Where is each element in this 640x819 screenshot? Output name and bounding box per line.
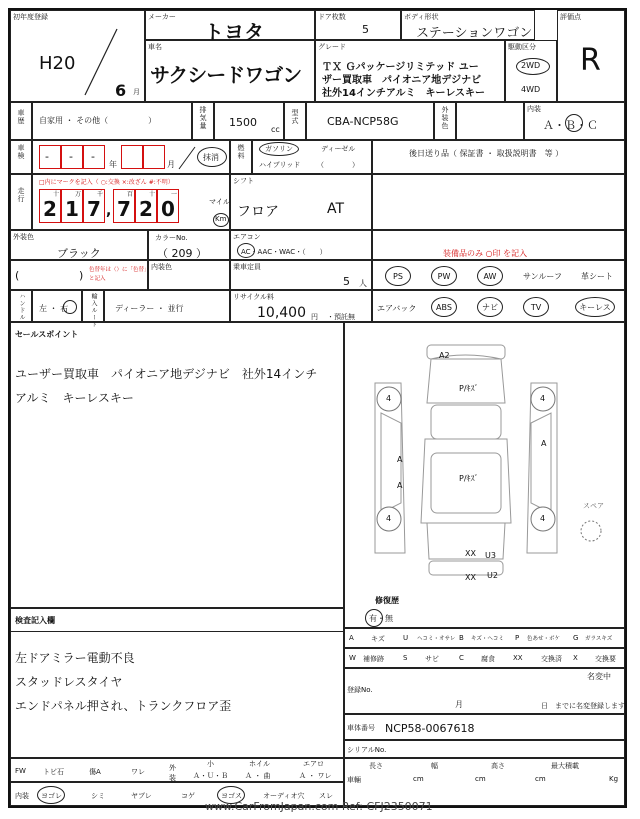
score: R — [580, 43, 601, 78]
mileage-label-box — [10, 174, 32, 230]
colorno-label: カラーNo. — [155, 234, 188, 242]
serial-box — [344, 740, 625, 758]
digit-unit-4: 百 — [127, 191, 134, 198]
serial-label: シリアルNo. — [347, 746, 387, 754]
sales-line-2: アルミ キーレスキー — [15, 391, 134, 405]
month-unit: 月 — [133, 88, 140, 96]
mileage-label: 走行 — [17, 187, 25, 203]
import: ディーラー ・ 並行 — [115, 304, 184, 313]
maker-label: メーカー — [148, 13, 176, 21]
body-label: ボディ形状 — [404, 13, 439, 21]
grade-line-3: 社外14インチアルミ キーレスキー — [322, 88, 486, 99]
repair-value: 有・無 — [369, 614, 393, 623]
import-label: 輸入ルート — [90, 293, 97, 328]
vin-box — [344, 714, 625, 740]
damage-a-right: A — [541, 439, 547, 448]
reg-month-unit: 月 — [455, 700, 463, 709]
inspection-label-box — [10, 140, 32, 174]
tire-fl: 4 — [386, 394, 392, 403]
import-label-box — [82, 290, 104, 328]
digit-unit-2: 万 — [75, 191, 82, 198]
vehicle-history-label-box — [10, 102, 32, 140]
vin: NCP58-0067618 — [385, 722, 475, 735]
mileage-digit-4: 7 — [117, 197, 131, 221]
reg-label: 初年度登録 — [13, 13, 48, 21]
handle-box — [32, 290, 82, 322]
equip-aw: AW — [477, 266, 503, 286]
model-box — [145, 40, 315, 102]
exterior-box — [456, 102, 524, 140]
sales-point-box — [10, 322, 344, 608]
damage-xx-2: XX — [465, 573, 476, 582]
shift-type: AT — [327, 201, 345, 217]
spare-label: スペア — [583, 502, 604, 510]
grade-box — [315, 40, 505, 102]
drive-4wd: 4WD — [521, 85, 541, 94]
recycle-unit: 円 — [311, 313, 318, 321]
maker: トヨタ — [204, 20, 264, 44]
car-diagram — [345, 323, 624, 627]
recycle-box — [230, 290, 372, 322]
size-box: 車輛 長さ 幅 高さ 最大積載 cm cm cm Kg — [344, 758, 625, 806]
vehicle-history-box — [32, 102, 192, 140]
inspect-line-2: スタッドレスタイヤ — [15, 675, 123, 689]
damage-p-roof: P/ｷｽﾞ — [459, 474, 479, 483]
damage-a-left-2: A — [397, 481, 403, 490]
body-box — [401, 10, 535, 40]
fuel-label-box — [230, 140, 252, 174]
vehicle-history-label: 車歴 — [17, 109, 25, 125]
import-box — [104, 290, 230, 322]
displacement-label: 排気量 — [199, 106, 207, 130]
mileage-note: □内にマークを記入（ ○:交換 ×:改ざん #:不明） — [39, 179, 174, 186]
equip-note: 装備品のみ ○印 を記入 — [443, 249, 528, 258]
fuel-label: 燃料 — [237, 144, 245, 160]
reg-no-label: 登録No. — [347, 686, 373, 694]
aircon: AC・AAC・WAC・（ ） — [241, 248, 327, 256]
tire-rl: 4 — [386, 514, 392, 523]
mileage-digit-6: 0 — [161, 197, 175, 221]
shift-label: シフト — [233, 177, 254, 185]
equip-abs: ABS — [431, 297, 457, 317]
type-box — [306, 102, 434, 140]
type-label: 型式 — [291, 109, 299, 125]
color: ブラック — [57, 247, 101, 260]
tire-rr: 4 — [540, 514, 546, 523]
reg-month: 6 — [115, 81, 127, 100]
model-label: 車名 — [148, 43, 162, 51]
size-label: 車輛 — [347, 776, 361, 784]
interior-grades: Ａ・Ｂ・Ｃ — [543, 119, 598, 132]
sales-title: セールスポイント — [15, 330, 79, 339]
fw-row: FW トビ石 傷A ワレ 外装 小 Ａ・Ｕ・Ｂ ホイル Ａ ・ 曲 エアロ Ａ ・ ワレ — [10, 758, 344, 782]
colorno: （ 209 ） — [157, 247, 207, 260]
docs-area — [372, 174, 625, 230]
equip-sunroof: サンルーフ — [523, 272, 562, 281]
fuel-hybrid: ハイブリッド — [259, 161, 301, 169]
inspection-value: 抹消 — [203, 153, 219, 162]
handle-label-box — [10, 290, 32, 322]
equip-airbag: エアバック — [377, 304, 417, 313]
slash-mark — [175, 145, 199, 171]
body: ステーションワゴン — [416, 26, 533, 41]
aircon-box — [230, 230, 372, 260]
equip-ps: PS — [385, 266, 411, 286]
mileage-digit-2: 1 — [65, 197, 79, 221]
equip-row-2 — [372, 290, 625, 322]
digit-unit-3: 千 — [97, 191, 104, 198]
fuel-box — [252, 140, 372, 174]
displacement-label-box — [192, 102, 214, 140]
color-label: 外装色 — [13, 233, 34, 241]
equip-note-box — [372, 230, 625, 260]
equip-pw: PW — [431, 266, 457, 286]
inspection-label: 車検 — [17, 144, 25, 160]
damage-u3: U3 — [485, 551, 496, 560]
registration-box — [344, 668, 625, 714]
equip-navi: ナビ — [477, 297, 503, 317]
interior-color-box — [148, 260, 230, 290]
vehicle-history: 自家用 ・ その他（ ） — [39, 116, 157, 125]
capacity: 5 — [343, 275, 350, 288]
interior-row: 内装 ヨゴレ シミ ヤブレ コゲ ヨゴス オーディオ穴 スレ — [10, 782, 344, 806]
mileage-digit-1: 2 — [43, 197, 57, 221]
grade-label: グレード — [318, 43, 346, 51]
digit-unit-6: 一 — [171, 191, 178, 198]
equip-keyless: キーレス — [575, 297, 615, 317]
equip-row-1 — [372, 260, 625, 290]
auction-sheet — [8, 8, 627, 808]
drive-label: 駆動区分 — [508, 43, 536, 51]
color-change-note: 色替年は（）に「色替」と記入 — [89, 267, 147, 282]
meihen-note: 日 までに名変登録します — [541, 702, 625, 710]
score-box — [557, 10, 625, 102]
exterior-label: 外装色 — [441, 106, 449, 130]
meihen: 名変中 — [587, 672, 611, 681]
car-diagram-box — [344, 322, 625, 628]
vin-label: 車体番号 — [347, 724, 375, 732]
interior-label: 内装 — [527, 105, 541, 113]
grade-line-2: ザー買取車 パイオニア地デジナビ — [322, 75, 482, 86]
gaiso-label: 外装 — [169, 764, 176, 782]
equip-tv: TV — [523, 297, 549, 317]
fuel-gas: ガソリン — [265, 145, 293, 153]
recycle-label: リサイクル料 — [233, 293, 275, 301]
digit-unit-5: 十 — [149, 191, 156, 198]
interior-grade-circle — [565, 114, 583, 132]
type: CBA-NCP58G — [327, 115, 399, 128]
inspection-notes-box — [10, 608, 344, 758]
mileage-digit-5: 2 — [139, 197, 153, 221]
inspection-month-unit: 月 — [167, 160, 175, 169]
tire-fr: 4 — [540, 394, 546, 403]
recycle: 10,400 — [257, 305, 306, 321]
damage-xx-1: XX — [465, 549, 476, 558]
reg-year-box — [10, 10, 145, 102]
color-change-box: ( ) 色替年は（）に「色替」と記入 — [10, 260, 148, 290]
mileage-unit-mile: マイル — [209, 198, 230, 206]
shift-box — [230, 174, 372, 230]
model: サクシードワゴン — [150, 63, 302, 87]
inspection-box: - - - 年 月 抹消 — [32, 140, 230, 174]
doors-box — [315, 10, 401, 40]
docs-title: 後日送り品（ 保証書 ・ 取扱説明書 等 ） — [409, 149, 564, 158]
displacement-box — [214, 102, 284, 140]
fw-label: FW — [15, 767, 26, 775]
fuel-diesel: ディーゼル — [321, 145, 356, 153]
reg-year: H20 — [39, 53, 76, 74]
drive-box — [505, 40, 557, 102]
interior-color-label: 内装色 — [151, 263, 172, 271]
mileage-digit-3: 7 — [87, 197, 101, 221]
docs-box — [372, 140, 625, 174]
equip-leather: 革シート — [581, 272, 613, 281]
damage-u2: U2 — [487, 571, 498, 580]
displacement-unit: cc — [271, 125, 280, 134]
mileage-unit-km: Km — [215, 215, 227, 223]
digit-unit-1: 十 — [53, 191, 60, 198]
handle: 左 ・ 右 — [39, 304, 69, 313]
score-label: 評価点 — [560, 13, 581, 21]
inspect-line-3: エンドパネル押され、トランクフロア歪 — [15, 699, 232, 713]
interior-grade-box — [524, 102, 625, 140]
grade-line-1: ＴＸ Ｇパッケージリミテッド ユー — [322, 62, 479, 73]
repair-label: 修復歴 — [375, 596, 399, 605]
inspection-year-unit: 年 — [109, 160, 117, 169]
legend-row-2: W 補修跡 S サビ C 腐食 XX 交換済 X 交換要 — [344, 648, 625, 668]
type-label-box — [284, 102, 306, 140]
maker-box — [145, 10, 315, 44]
drive-2wd: 2WD — [521, 61, 541, 70]
watermark: www.CarFromJapan.com Ref: CFJ2350071 — [205, 800, 433, 813]
doors-label: ドア枚数 — [318, 13, 346, 21]
inspection-notes-title: 検査記入欄 — [15, 616, 55, 625]
mileage-box: □内にマークを記入（ ○:交換 ×:改ざん #:不明） 十 万 千 百 十 一 2 1 7 , 7 2 0 マイル Km — [32, 174, 230, 230]
sales-line-1: ユーザー買取車 パイオニア地デジナビ 社外14インチ — [15, 367, 318, 381]
inspect-line-1: 左ドアミラー電動不良 — [15, 651, 135, 665]
damage-a2: A2 — [439, 351, 450, 360]
legend-row-1: A キズ U ヘコミ・オサレ B キズ・ヘコミ P 色あせ・ボケ G ガラスキズ — [344, 628, 625, 648]
doors: 5 — [362, 23, 369, 36]
colorno-box — [148, 230, 230, 260]
displacement: 1500 — [229, 116, 257, 129]
capacity-unit: 人 — [359, 279, 367, 288]
fuel-other: （ ） — [317, 161, 359, 169]
exterior-label-box — [434, 102, 456, 140]
handle-label: ハンドル — [18, 293, 25, 321]
color-box — [10, 230, 148, 260]
capacity-label: 乗車定員 — [233, 263, 261, 271]
damage-p-bonnet: P/ｷｽﾞ — [459, 384, 479, 393]
damage-a-left: A — [397, 455, 403, 464]
capacity-box — [230, 260, 372, 290]
recycle-note: ・預託無 — [327, 313, 355, 321]
shift-position: フロア — [237, 204, 279, 220]
aircon-label: エアコン — [233, 233, 261, 241]
naiso-label: 内装 — [15, 792, 29, 800]
